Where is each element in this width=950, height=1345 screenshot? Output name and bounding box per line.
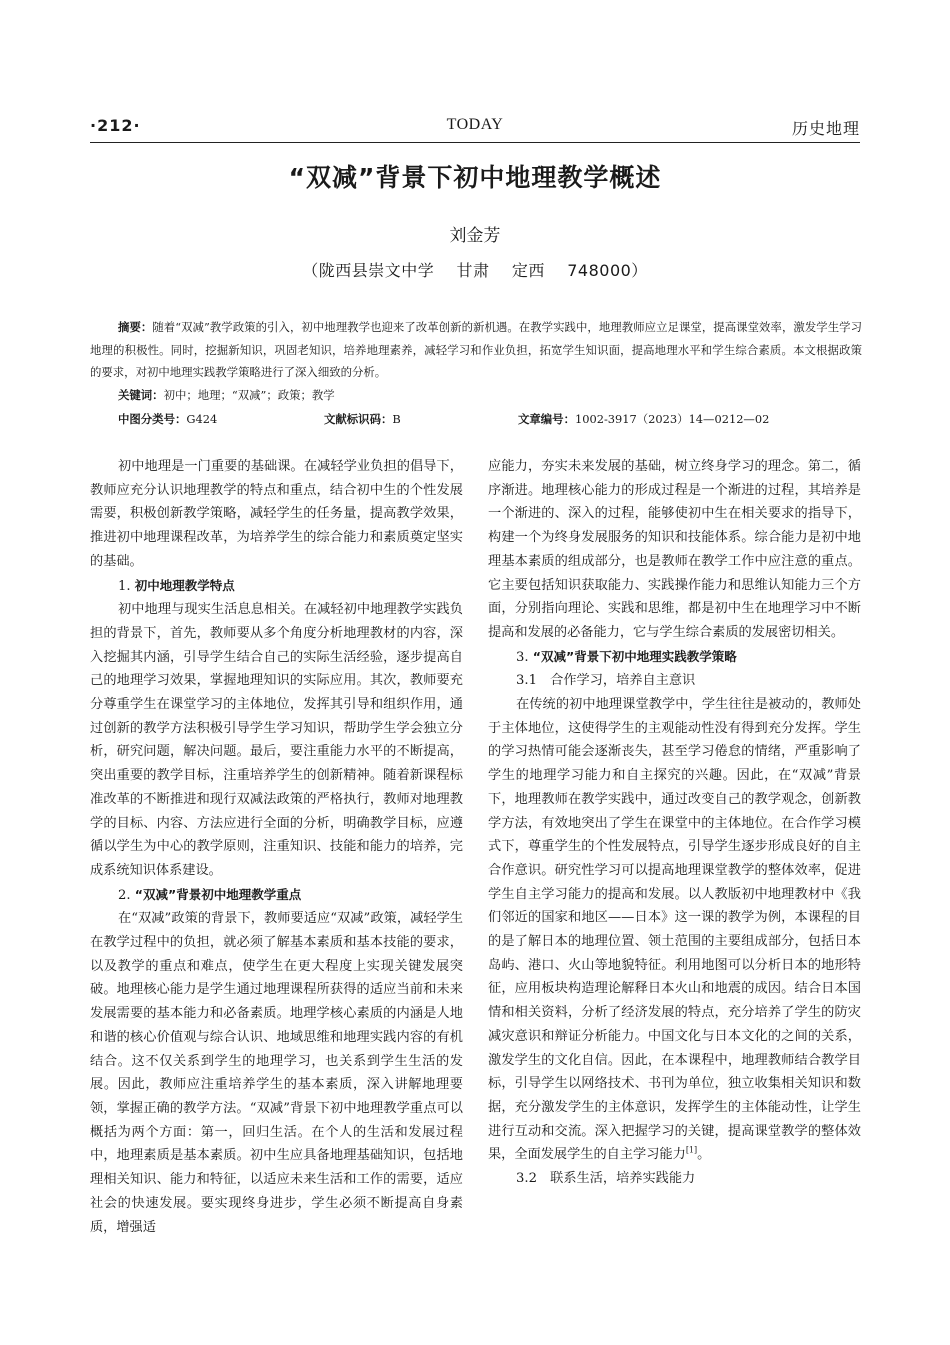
author-name: 刘金芳 xyxy=(449,226,501,246)
doc-label: 文献标识码： xyxy=(324,412,393,426)
doc-value: B xyxy=(392,412,401,426)
document-code xyxy=(324,408,401,430)
section-1-number: 1. xyxy=(118,578,135,594)
section-2-title: “双减”背景初中地理教学重点 xyxy=(134,886,302,902)
keywords xyxy=(118,384,335,406)
section-2-number: 2. xyxy=(118,887,135,903)
section-3-heading xyxy=(488,645,861,670)
header-rule xyxy=(90,142,860,143)
article-value: 1002-3917（2023）14—0212—02 xyxy=(574,412,770,426)
section-1-paragraph: 初中地理与现实生活息息相关。在减轻初中地理教学实践负担的背景下，首先，教师要从多个角度分析地理教材的内容，深入挖掘其内涵，引导学生结合自己的实际生活经验，逐步提高自己的地理学习效果，掌握地理知识的实际应用。其次，教师要充分尊重学生在课堂学习的主体地位，发挥其引导和组织作用，通过创新的教学方法积极引导学生学习知识，帮助学生学会独立分析，研究问题，解决问题。最后，要注重能力水平的不断提高，突出重要的教学目标，注重培养学生的创新精神。随着新课程标准改革的不断推进和现行双减法政策的严格执行，教师对地理教学的目标、内容、方法应进行全面的分析，明确教学目标，应遵循以学生为中心的教学原则，注重知识、技能和能力的培养，完成系统知识体系建设。 xyxy=(90,602,463,878)
page-number: ·212· xyxy=(90,116,141,135)
article-number xyxy=(518,408,769,430)
section-3-title: “双减”背景下初中地理实践教学策略 xyxy=(532,648,737,664)
subsection-3-1-heading: 3.1 合作学习，培养自主意识 xyxy=(516,673,696,689)
section-2-heading xyxy=(90,883,463,908)
body-column-right xyxy=(488,455,861,1191)
abstract-label: 摘要： xyxy=(118,320,153,334)
body-column-left xyxy=(90,455,463,1239)
section-1-heading xyxy=(90,574,463,599)
journal-name: TODAY xyxy=(446,116,504,133)
abstract xyxy=(90,316,862,384)
clc-value: G424 xyxy=(186,412,218,426)
subsection-3-1-end: 。 xyxy=(697,1147,711,1163)
subsection-3-1-text: 在传统的初中地理课堂教学中，学生往往是被动的，教师处于主体地位，这使得学生的主观能动性没有得到充分发挥。学生的学习热情可能会逐渐丧失，甚至学习倦怠的情绪，严重影响了学生的地理学习能力和自主探究的兴趣。因此，在“双减”背景下，地理教师在教学实践中，通过改变自己的教学观念，创新教学方法，有效地突出了学生在课堂中的主体地位。在合作学习模式下，尊重学生的个性发展特点，引导学生逐步形成良好的自主合作意识。研究性学习可以提高地理课堂教学的整体效率，促进学生自主学习能力的提高和发展。以人教版初中地理教材中《我们邻近的国家和地区——日本》这一课的教学为例，本课程的目的是了解日本的地理位置、领土范围的主要组成部分，包括日本岛屿、港口、火山等地貌特征。利用地图可以分析日本的地形特征，应用板块构造理论解释日本火山和地震的成因。结合日本国情和相关资料，分析了经济发展的特点，充分培养了学生的防灾减灾意识和辩证分析能力。中国文化与日本文化的之间的关系，激发学生的文化自信。因此，在本课程中，地理教师结合教学目标，引导学生以网络技术、书刊为单位，独立收集相关知识和数据，充分激发学生的主体意识，发挥学生的主体能动性，让学生进行互动和交流。深入把握学习的关键，提高课堂教学的整体效果，全面发展学生的自主学习能力 xyxy=(488,697,861,1163)
section-2-paragraph: 在“双减”政策的背景下，教师要适应“双减”政策，减轻学生在教学过程中的负担，就必须了解基本素质和基本技能的要求，以及教学的重点和难点，使学生在更大程度上实现关键发展突破。地理核心能力是学生通过地理课程所获得的适应当前和未来发展需要的基本能力和必备素质。地理学核心素质的内涵是人地和谐的核心价值观与综合认识、地域思维和地理实践内容的有机结合。这不仅关系到学生的地理学习，也关系到学生生活的发展。因此，教师应注重培养学生的基本素质，深入讲解地理要领，掌握正确的教学方法。“双减”背景下初中地理教学重点可以概括为两个方面：第一，回归生活。在个人的生活和发展过程中，地理素质是基本素质。初中生应具备地理基础知识，包括地理相关知识、能力和特征，以适应未来生活和工作的需要，适应社会的快速发展。要实现终身进步，学生必须不断提高自身素质，增强适 xyxy=(90,911,463,1235)
keywords-text: 初中；地理；“双减”；政策；教学 xyxy=(163,388,335,402)
article-title: “双减”背景下初中地理教学概述 xyxy=(288,163,662,192)
clc-number xyxy=(118,408,217,430)
subsection-3-2-heading: 3.2 联系生活，培养实践能力 xyxy=(516,1171,696,1187)
page-header xyxy=(90,112,860,142)
section-3-number: 3. xyxy=(516,649,533,665)
section-1-title: 初中地理教学特点 xyxy=(134,577,235,593)
clc-label: 中图分类号： xyxy=(118,412,187,426)
keywords-label: 关键词： xyxy=(118,388,164,402)
author-affiliation: （陇西县崇文中学 甘肃 定西 748000） xyxy=(302,261,648,280)
abstract-text: 随着“双减”教学政策的引入，初中地理教学也迎来了改革创新的新机遇。在教学实践中，地理教师应立足课堂，提高课堂效率，激发学生学习地理的积极性。同时，挖掘新知识，巩固老知识，培养地理素养，减轻学习和作业负担，拓宽学生知识面，提高地理水平和学生综合素质。本文根据政策的要求，对初中地理实践教学策略进行了深入细致的分析。 xyxy=(90,320,862,380)
section-2-paragraph-continued: 应能力，夯实未来发展的基础，树立终身学习的理念。第二，循序渐进。地理核心能力的形成过程是一个渐进的过程，其培养是一个渐进的、深入的过程，能够使初中生在相关要求的指导下，构建一个为终身发展服务的知识和技能体系。综合能力是初中地理基本素质的组成部分，也是教师在教学工作中应注意的重点。它主要包括知识获取能力、实践操作能力和思维认知能力三个方面，分别指向理论、实践和思维，都是初中生在地理学习中不断提高和发展的必备能力，它与学生综合素质的发展密切相关。 xyxy=(488,459,861,640)
article-label: 文章编号： xyxy=(518,412,575,426)
reference-marker: [1] xyxy=(685,1146,698,1155)
intro-paragraph: 初中地理是一门重要的基础课。在减轻学业负担的倡导下，教师应充分认识地理教学的特点和重点，结合初中生的个性发展需要，积极创新教学策略，减轻学生的任务量，提高教学效果，推进初中地理课程改革，为培养学生的综合能力和素质奠定坚实的基础。 xyxy=(90,459,463,569)
subsection-3-1-paragraph xyxy=(488,693,861,1167)
section-name: 历史地理 xyxy=(791,119,860,138)
